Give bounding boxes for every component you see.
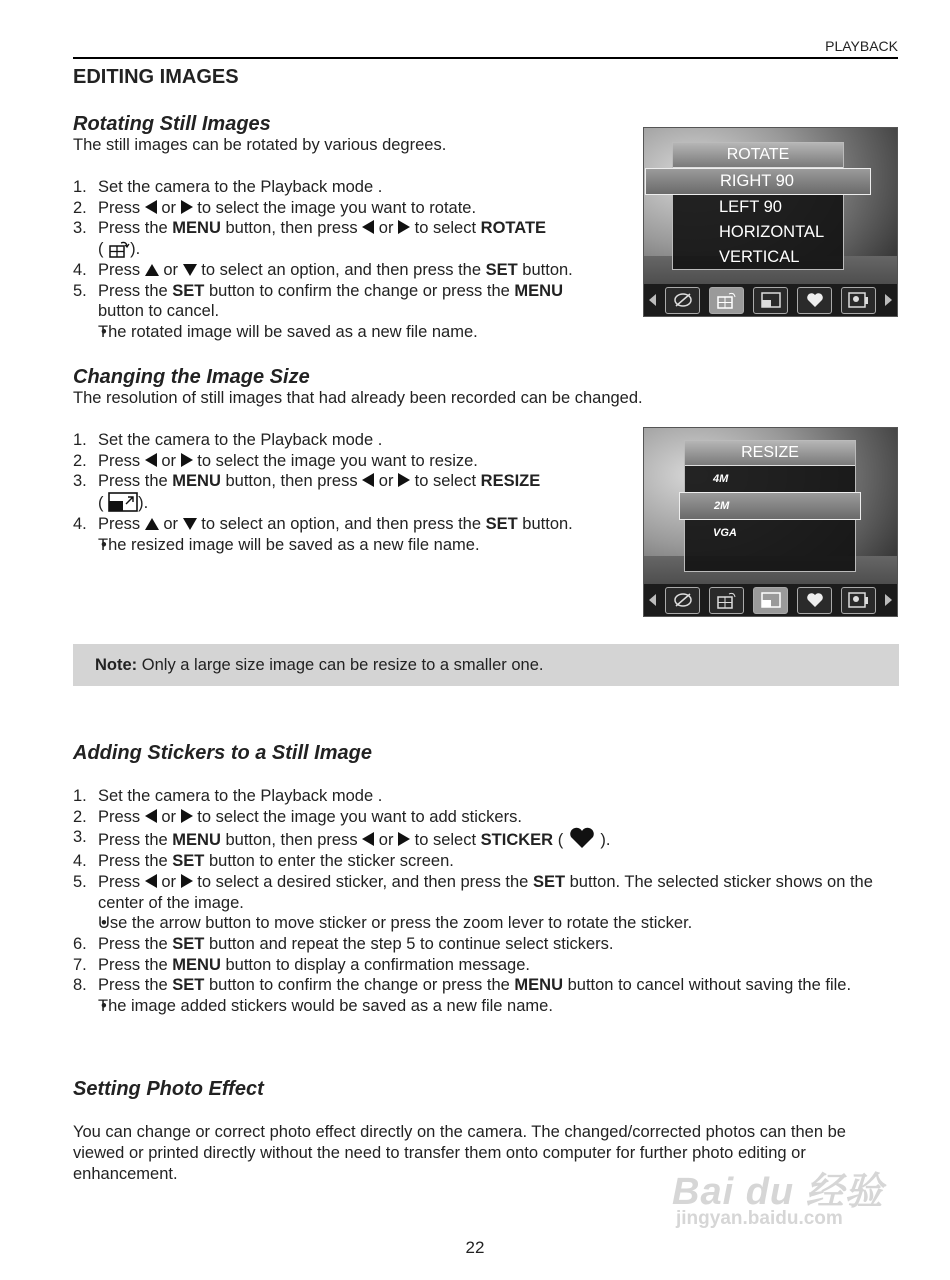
- page-title: EDITING IMAGES: [73, 66, 239, 88]
- header-section: PLAYBACK: [825, 38, 898, 54]
- menu-option-left90: LEFT 90: [719, 198, 782, 216]
- list-item: 2. Press or to select the image you want to rotate.: [73, 198, 477, 217]
- up-arrow-icon: [145, 264, 159, 276]
- heart-icon: [568, 827, 596, 849]
- right-arrow-icon: [398, 220, 410, 234]
- menu-option-4m: 4M: [713, 473, 729, 485]
- note-label: Note:: [95, 656, 138, 674]
- list-item: 3. Press the MENU button, then press or to select ROTATE ( ).: [73, 219, 547, 259]
- left-arrow-icon: [362, 832, 374, 846]
- left-scroll-icon: [649, 594, 656, 606]
- left-arrow-icon: [145, 200, 157, 214]
- bullet-item: • The resized image will be saved as a new file name.: [73, 535, 633, 556]
- note-text: Only a large size image can be resize to a smaller one.: [141, 656, 544, 674]
- resize-heading: Changing the Image Size: [73, 366, 310, 388]
- list-item: 1. Set the camera to the Playback mode .: [73, 787, 383, 805]
- down-arrow-icon: [183, 518, 197, 530]
- list-item: 2. Press or to select the image you want to add stickers.: [73, 807, 522, 826]
- page-number: 22: [465, 1238, 485, 1257]
- left-arrow-icon: [145, 809, 157, 823]
- effect-text: You can change or correct photo effect directly on the camera. The changed/corrected photos can then be viewed or printed directly without the need to transfer them onto computer for further photo editing or enhancement.: [73, 1123, 846, 1183]
- left-arrow-icon: [145, 874, 157, 888]
- watermark-brand: Bai du 经验: [672, 1171, 884, 1213]
- menu-option-2m: 2M: [679, 492, 861, 520]
- rotate-heading: Rotating Still Images: [73, 113, 271, 135]
- rotate-steps: [73, 177, 633, 343]
- effect-heading: Setting Photo Effect: [73, 1078, 264, 1100]
- right-arrow-icon: [181, 453, 193, 467]
- watermark-url: jingyan.baidu.com: [676, 1208, 843, 1229]
- resize-menu: [684, 440, 856, 572]
- note-box: [73, 644, 899, 686]
- menu-option-horizontal: HORIZONTAL: [719, 223, 825, 241]
- list-item: 8. Press the SET button to confirm the change or press the MENU button to cancel without saving the file.: [73, 976, 852, 995]
- left-arrow-icon: [362, 220, 374, 234]
- resize-steps: [73, 430, 633, 555]
- right-scroll-icon: [885, 294, 892, 306]
- menu-option-vga: VGA: [713, 527, 737, 539]
- list-item: 4. Press or to select an option, and then press the SET button.: [73, 514, 573, 533]
- list-item: 3. Press the MENU button, then press or to select STICKER ( ).: [73, 828, 611, 850]
- list-item: 2. Press or to select the image you want to resize.: [73, 451, 478, 470]
- menu-icon-bar: [644, 584, 897, 616]
- stickers-steps: [73, 786, 899, 1017]
- bullet-item: • Use the arrow button to move sticker or press the zoom lever to rotate the sticker.: [73, 913, 899, 934]
- left-scroll-icon: [649, 294, 656, 306]
- list-item: 5. Press or to select a desired sticker, and then press the SET button. The selected sticker shows on the center of the image.: [73, 872, 873, 912]
- list-item: 1. Set the camera to the Playback mode .: [73, 178, 383, 196]
- sticker-menu-icon: [797, 287, 832, 314]
- right-arrow-icon: [181, 200, 193, 214]
- resize-intro: The resolution of still images that had already been recorded can be changed.: [73, 389, 643, 407]
- left-arrow-icon: [145, 453, 157, 467]
- rotate-menu: [672, 142, 844, 270]
- list-item: 4. Press or to select an option, and then press the SET button.: [73, 260, 573, 279]
- list-item: 1. Set the camera to the Playback mode .: [73, 431, 383, 449]
- menu-icon-bar: [644, 284, 897, 316]
- resize-screenshot: [643, 427, 898, 617]
- bullet-item: • The image added stickers would be saved as a new file name.: [73, 996, 899, 1017]
- right-scroll-icon: [885, 594, 892, 606]
- list-item: 6. Press the SET button and repeat the step 5 to continue select stickers.: [73, 934, 614, 953]
- list-item: 7. Press the MENU button to display a confirmation message.: [73, 955, 530, 974]
- rotate-intro: The still images can be rotated by various degrees.: [73, 136, 447, 154]
- right-arrow-icon: [181, 809, 193, 823]
- rotate-menu-icon: [709, 287, 744, 314]
- down-arrow-icon: [183, 264, 197, 276]
- list-item: 4. Press the SET button to enter the sticker screen.: [73, 852, 454, 871]
- list-item: 3. Press the MENU button, then press or to select RESIZE ( ).: [73, 472, 541, 513]
- left-arrow-icon: [362, 473, 374, 487]
- menu-title: RESIZE: [685, 441, 855, 466]
- menu-title: ROTATE: [673, 143, 843, 168]
- protect-icon: [665, 287, 700, 314]
- up-arrow-icon: [145, 518, 159, 530]
- protect-icon: [665, 587, 700, 614]
- resize-menu-icon: [753, 587, 788, 614]
- list-item: 5. Press the SET button to confirm the change or press the MENU button to cancel.: [73, 281, 564, 321]
- bullet-item: • The rotated image will be saved as a new file name.: [73, 322, 633, 343]
- resize-menu-icon: [753, 287, 788, 314]
- rotate-menu-icon: [709, 587, 744, 614]
- rotate-screenshot: [643, 127, 898, 317]
- right-arrow-icon: [181, 874, 193, 888]
- right-arrow-icon: [398, 473, 410, 487]
- sticker-menu-icon: [797, 587, 832, 614]
- resize-icon: [108, 492, 138, 512]
- menu-option-vertical: VERTICAL: [719, 248, 800, 266]
- running-header: [73, 38, 898, 59]
- right-arrow-icon: [398, 832, 410, 846]
- voice-memo-icon: [841, 287, 876, 314]
- menu-option-right90: RIGHT 90: [645, 168, 871, 195]
- voice-memo-icon: [841, 587, 876, 614]
- stickers-heading: Adding Stickers to a Still Image: [73, 742, 372, 764]
- rotate-icon: [108, 240, 130, 258]
